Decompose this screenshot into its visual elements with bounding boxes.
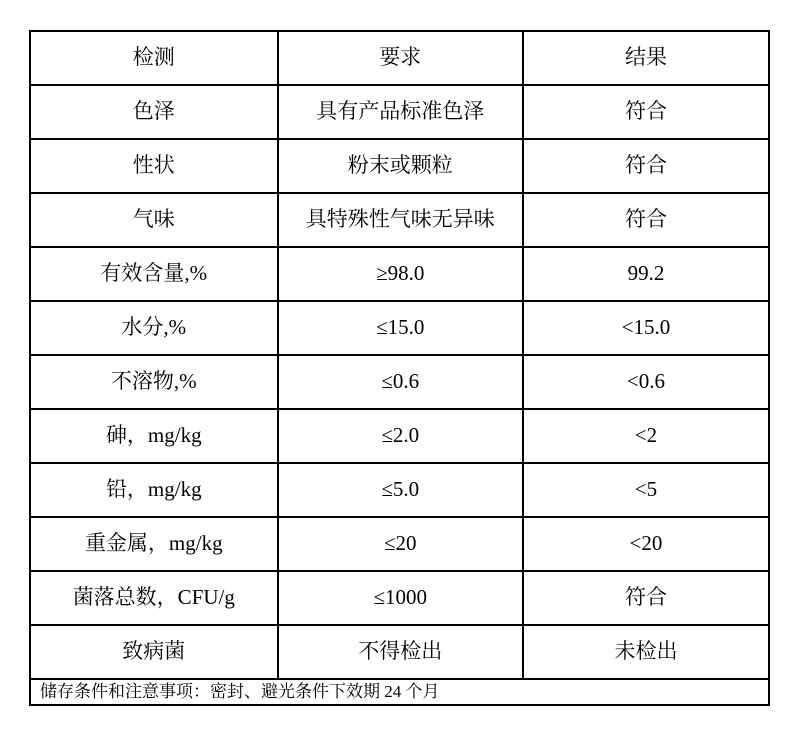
result-cell: <0.6 [523,355,769,409]
result-cell: <20 [523,517,769,571]
header-requirement: 要求 [278,31,523,85]
requirement-cell: ≥98.0 [278,247,523,301]
header-row [30,31,769,85]
test-item-cell: 重金属，mg/kg [30,517,278,571]
result-cell: 符合 [523,85,769,139]
result-cell: 符合 [523,139,769,193]
requirement-cell: ≤5.0 [278,463,523,517]
test-item-cell: 气味 [30,193,278,247]
requirement-cell: 具特殊性气味无异味 [278,193,523,247]
table-row [30,463,769,517]
table-row [30,193,769,247]
footer-row [30,679,769,705]
inspection-table [29,30,770,706]
result-cell: 99.2 [523,247,769,301]
table-row [30,85,769,139]
result-cell: 符合 [523,193,769,247]
requirement-cell: 具有产品标准色泽 [278,85,523,139]
table-row [30,247,769,301]
requirement-cell: ≤0.6 [278,355,523,409]
result-cell: <2 [523,409,769,463]
test-item-cell: 色泽 [30,85,278,139]
table-row [30,301,769,355]
requirement-cell: ≤1000 [278,571,523,625]
table-row [30,571,769,625]
test-item-cell: 铅，mg/kg [30,463,278,517]
result-cell: 符合 [523,571,769,625]
table-row [30,625,769,679]
header-test-item: 检测 [30,31,278,85]
header-result: 结果 [523,31,769,85]
requirement-cell: ≤15.0 [278,301,523,355]
test-item-cell: 有效含量,% [30,247,278,301]
test-item-cell: 不溶物,% [30,355,278,409]
test-item-cell: 致病菌 [30,625,278,679]
test-item-cell: 性状 [30,139,278,193]
table-row [30,517,769,571]
table-row [30,409,769,463]
requirement-cell: ≤2.0 [278,409,523,463]
table-body [30,85,769,679]
result-cell: 未检出 [523,625,769,679]
requirement-cell: 粉末或颗粒 [278,139,523,193]
test-item-cell: 砷，mg/kg [30,409,278,463]
storage-note: 储存条件和注意事项：密封、避光条件下效期 24 个月 [30,679,769,705]
table-row [30,139,769,193]
table-row [30,355,769,409]
test-item-cell: 菌落总数，CFU/g [30,571,278,625]
test-item-cell: 水分,% [30,301,278,355]
result-cell: <15.0 [523,301,769,355]
requirement-cell: 不得检出 [278,625,523,679]
result-cell: <5 [523,463,769,517]
requirement-cell: ≤20 [278,517,523,571]
